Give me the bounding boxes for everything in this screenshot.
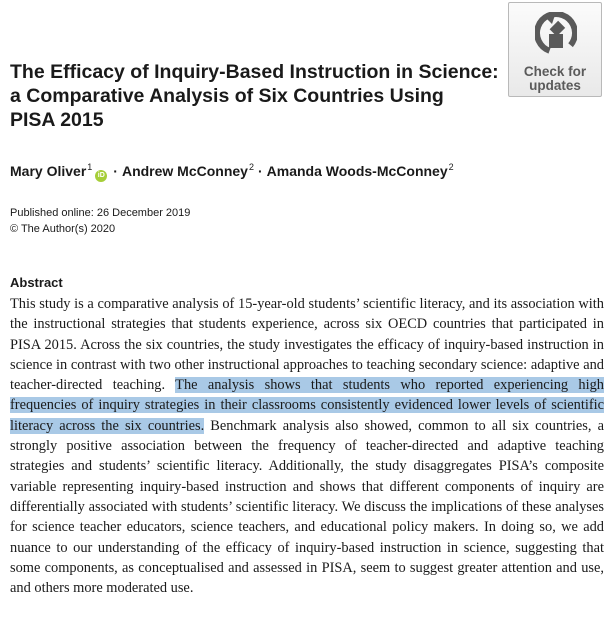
check-for-updates-icon [535,12,577,60]
orcid-icon[interactable]: iD [95,170,107,182]
abstract-heading: Abstract [10,275,63,290]
affiliation-marker: 2 [248,162,254,172]
publication-meta [10,205,190,237]
badge-line-1: Check for [523,64,587,79]
author-separator: · [113,163,118,179]
copyright-notice: © The Author(s) 2020 [10,223,116,235]
badge-line-2: updates [529,78,581,93]
affiliation-marker: 1 [87,162,93,172]
abstract-text [10,294,604,598]
author-separator: · [257,163,263,179]
author-name[interactable]: Mary Oliver [10,163,87,179]
check-for-updates-button[interactable] [508,2,602,97]
title-line: a Comparative Analysis of Six Countries Using [10,85,444,107]
author-name[interactable]: Amanda Woods-McConney [266,163,448,179]
title-line: The Efficacy of Inquiry-Based Instruction in Science: [10,61,499,83]
abstract-part-2: Benchmark analysis also showed, common to all six countries, a strongly positive association between the frequency of teacher-directed and adaptive teaching strategies and students’ scientific literacy. Additionally, the study disaggregates PISA’s composite variable representing inquiry-based instruction and shows that different components of inquiry are differentially associated with students’ scientific literacy. We discuss the implications of these analyses for science teacher educators, science teachers, and educational policy makers. In doing so, we add nuance to our understanding of the efficacy of inquiry-based instruction in science, suggesting that some components, as conceptualised and assessed in PISA, seem to suggest greater attention and use, and others more moderated use. [10,417,604,597]
affiliation-marker: 2 [448,162,454,172]
article-title [10,60,499,132]
abstract-part-1: This study is a comparative analysis of 15-year-old students’ scientific literacy, and its association with the instructional strategies that students experience, across six OECD countries that participated in PISA 2015. Across the six countries, the study investigates the efficacy of inquiry-based instruction in science in contrast with two other instructional approaches to teaching secondary science: adaptive and teacher-directed teaching. [10,296,604,394]
check-for-updates-label [509,65,601,93]
author-name[interactable]: Andrew McConney [121,163,248,179]
highlighted-sentence[interactable]: The analysis shows that students who reported experiencing high frequencies of inquiry strategies in their classrooms consistently evidenced lower levels of scientific literacy across the six countries. [10,377,605,434]
author-list [10,162,454,182]
title-line: PISA 2015 [10,109,104,131]
published-date: Published online: 26 December 2019 [10,207,191,219]
